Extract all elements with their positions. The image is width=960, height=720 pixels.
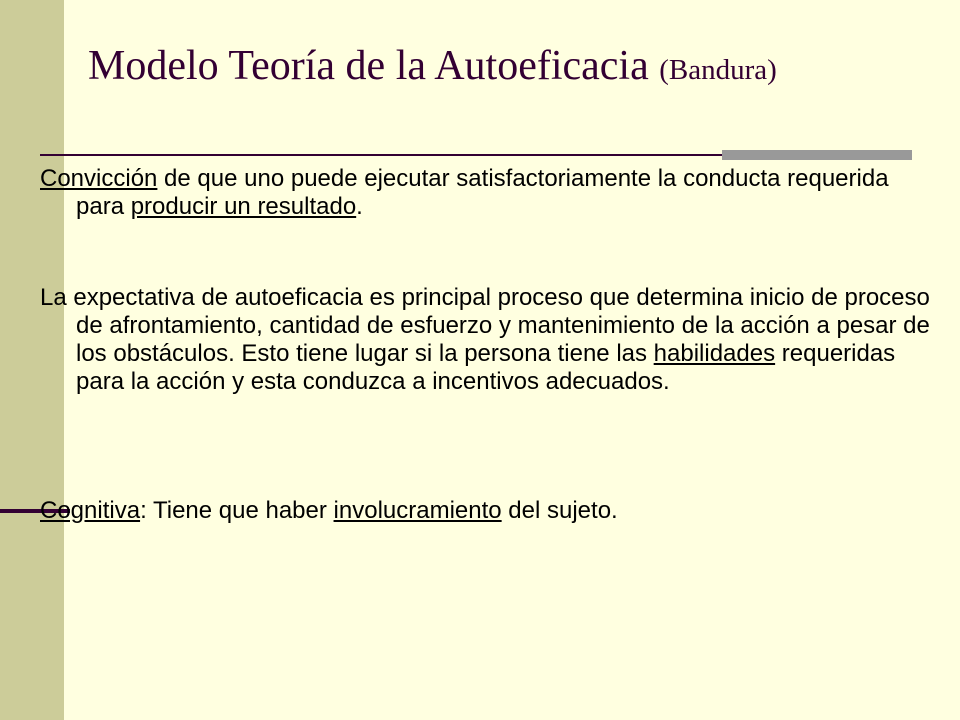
paragraph-text: requeridas para la acción y esta conduzca a incentivos adecuados. bbox=[76, 340, 896, 395]
term-involucramiento: involucramiento bbox=[333, 497, 502, 524]
paragraph-expectativa bbox=[40, 284, 936, 396]
paragraph-cognitiva bbox=[40, 497, 936, 525]
paragraph-text: La expectativa de autoeficacia es principal proceso que determina inicio de proceso de afrontamiento, cantidad de esfuerzo y mantenimiento de la acción a pesar de los obstáculos. Esto tiene lugar si la persona tiene las bbox=[40, 284, 930, 367]
term-cognitiva: Cognitiva bbox=[40, 497, 141, 524]
slide-title bbox=[88, 40, 777, 96]
paragraph-text: : Tiene que haber bbox=[140, 497, 334, 524]
title-divider-accent bbox=[722, 150, 912, 160]
slide-title-main: Modelo Teoría de la Autoeficacia bbox=[88, 43, 649, 89]
paragraph-text: de que uno puede ejecutar satisfactoriamente la conducta requerida para bbox=[76, 165, 889, 220]
term-habilidades: habilidades bbox=[653, 340, 776, 367]
term-producir-un-resultado: producir un resultado bbox=[130, 193, 357, 220]
paragraph-text: . bbox=[356, 193, 363, 220]
paragraph-text: del sujeto. bbox=[501, 497, 618, 524]
slide-title-suffix: (Bandura) bbox=[659, 54, 777, 86]
term-conviccion: Convicción bbox=[40, 165, 158, 192]
paragraph-conviccion bbox=[40, 165, 936, 221]
